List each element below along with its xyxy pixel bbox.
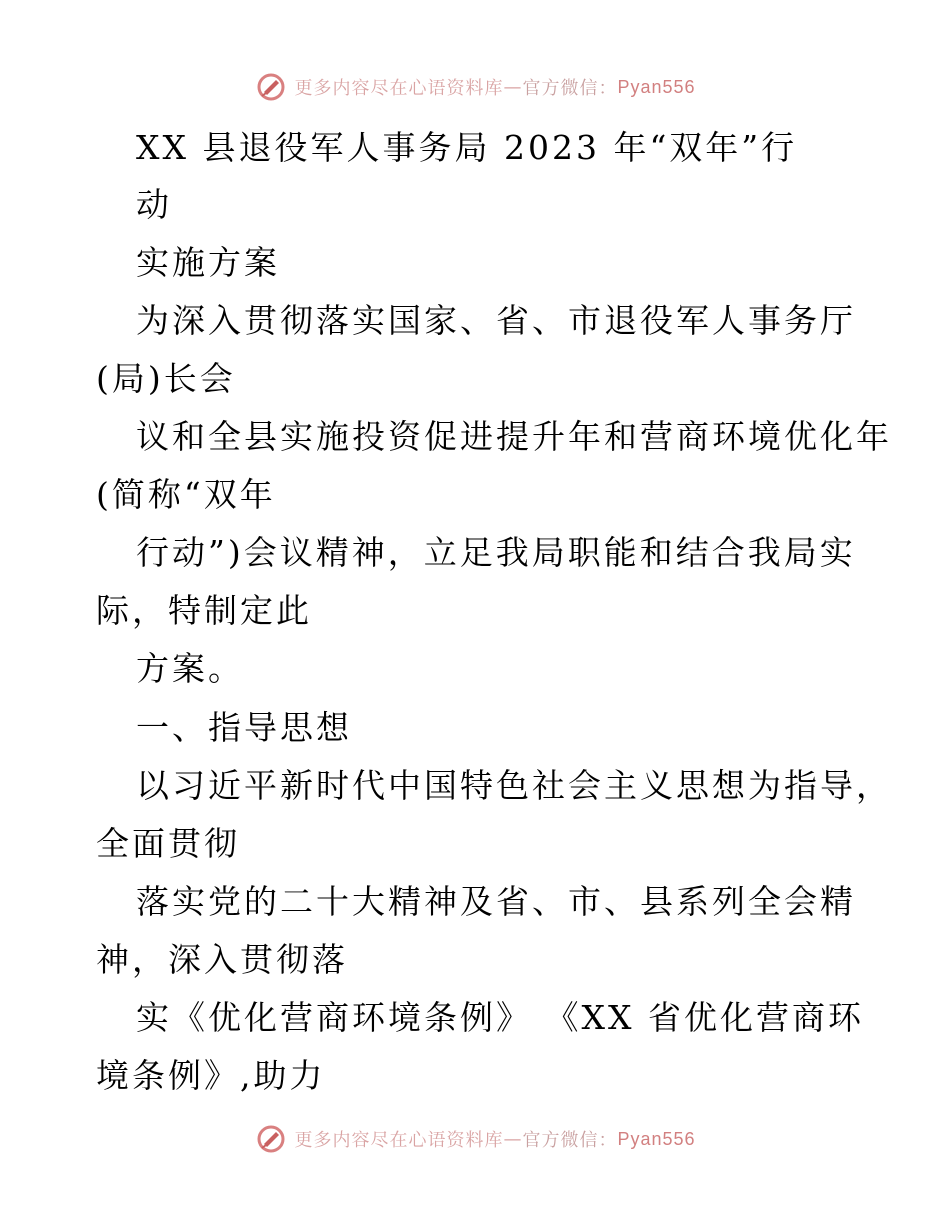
doc-line: 议和全县实施投资促进提升年和营商环境优化年: [136, 417, 892, 456]
watermark-dash: —: [503, 1128, 523, 1150]
doc-line: 境条例》,助力: [96, 1056, 326, 1095]
doc-line: 行动”)会议精神，立足我局职能和结合我局实: [136, 533, 856, 572]
heart-pen-logo-icon: [254, 1124, 288, 1154]
doc-line: 实《优化营商环境条例》 《XX 省优化营商环: [136, 998, 864, 1037]
doc-line: 落实党的二十大精神及省、市、县系列全会精: [136, 882, 856, 921]
doc-title-line-1: XX 县退役军人事务局 2023 年“双年”行: [136, 128, 798, 167]
watermark-id: Pyan556: [617, 1128, 696, 1149]
doc-line: 为深入贯彻落实国家、省、市退役军人事务厅: [136, 301, 856, 340]
watermark-footer: [0, 1124, 950, 1154]
doc-line: (简称“双年: [96, 475, 276, 514]
heart-pen-logo-icon: [254, 72, 288, 102]
doc-line: 际，特制定此: [96, 591, 312, 630]
doc-line: 全面贯彻: [96, 824, 240, 863]
watermark-label: 官方微信：: [522, 78, 618, 99]
watermark-header: [0, 72, 950, 102]
watermark-text: 更多内容尽在心语资料库: [294, 78, 504, 99]
watermark-text: 更多内容尽在心语资料库: [294, 1130, 504, 1151]
watermark-id: Pyan556: [617, 76, 696, 97]
doc-line: 以习近平新时代中国特色社会主义思想为指导，: [136, 766, 892, 805]
section-heading: 一、指导思想: [136, 708, 352, 747]
doc-line: (局)长会: [96, 359, 236, 398]
doc-title-line-2: 动: [136, 185, 172, 224]
watermark-label: 官方微信：: [522, 1130, 618, 1151]
doc-subtitle: 实施方案: [136, 243, 280, 282]
doc-line: 神，深入贯彻落: [96, 940, 348, 979]
doc-line: 方案。: [136, 649, 244, 688]
watermark-dash: —: [503, 76, 523, 98]
